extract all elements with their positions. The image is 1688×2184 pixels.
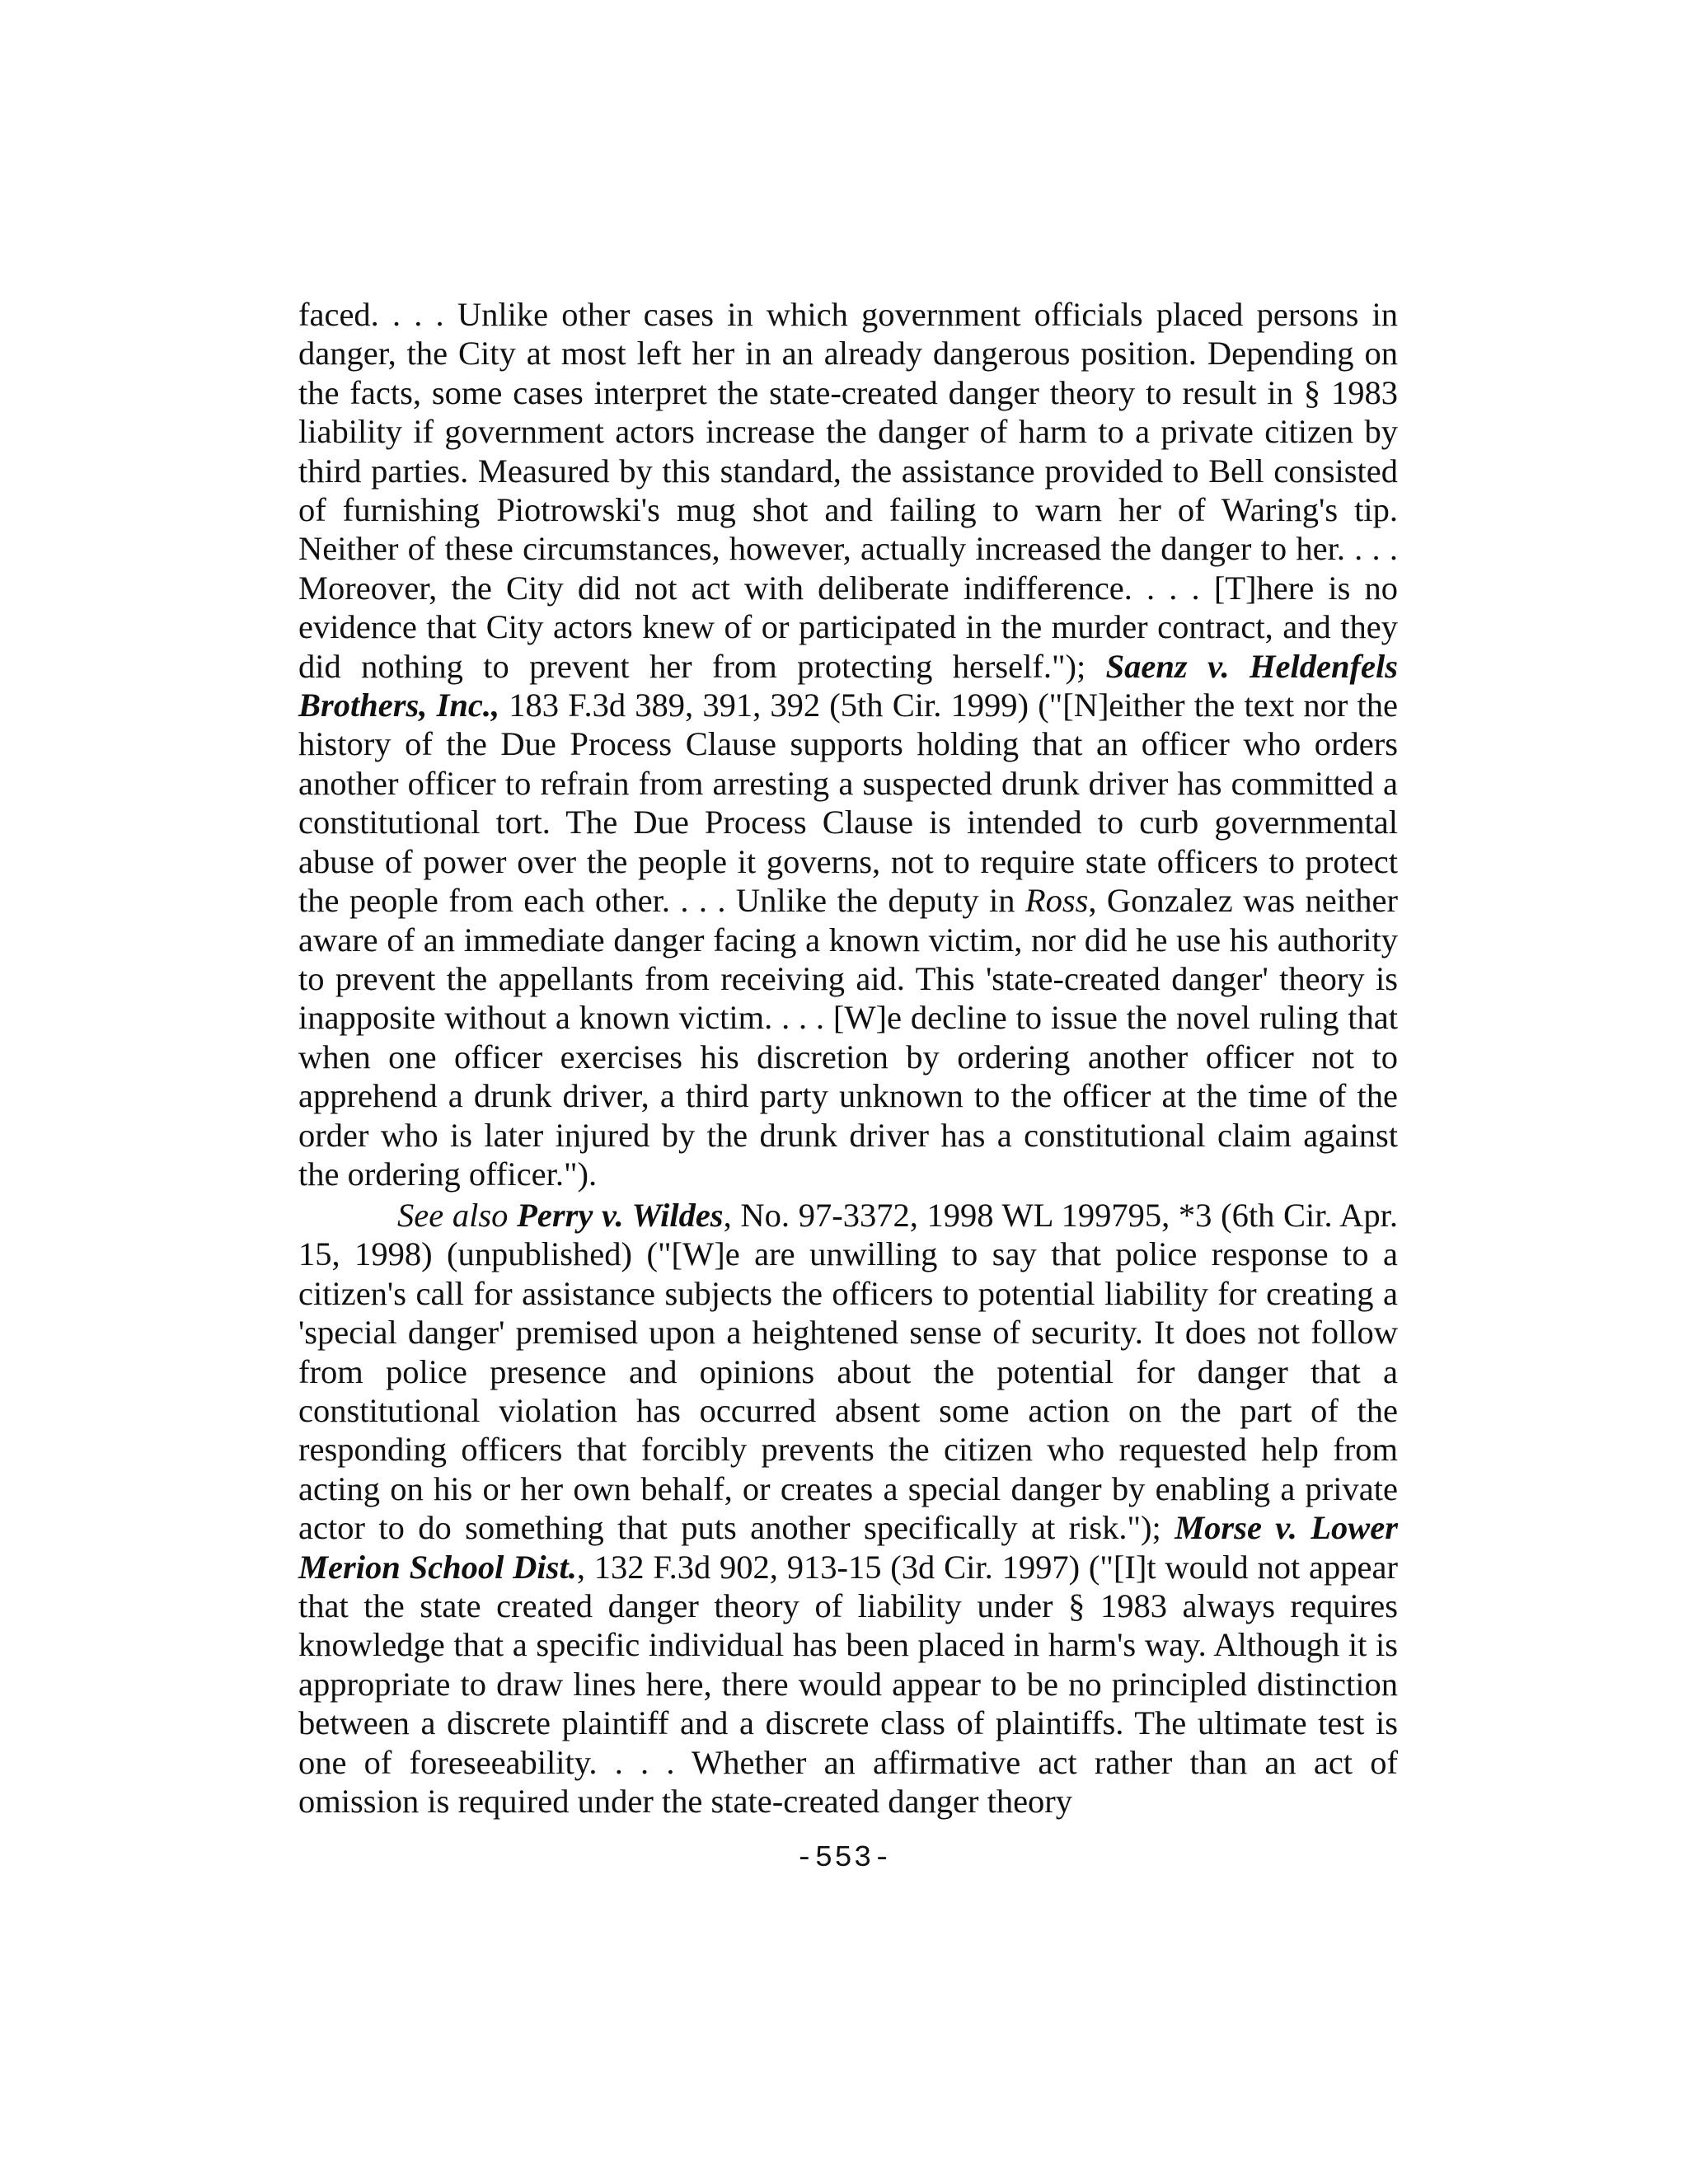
paragraph-1-text-1: faced. . . . Unlike other cases in which government officials placed persons in danger, the City at most left her in an already dangerous position. Depending on the facts, some cases interpret the state-created danger theory to result in § 1983 liability if government actors increase the danger of harm to a private citizen by third parties. Measured by this standard, the assistance provided to Bell consisted of furnishing Piotrowski's mug shot and failing to warn her of Waring's tip. Neither of these circumstances, however, actually increased the danger to her. . . . Moreover, the City did not act with deliberate indifference. . . . [T]here is no evidence that City actors knew of or participated in the murder contract, and they did nothing to prevent her from protecting herself.");	[298, 296, 1398, 685]
case-citation-saenz: Saenz v. Heldenfels Brothers, Inc.,	[298, 647, 1398, 724]
case-citation-morse: Morse v. Lower Merion School Dist.	[298, 1509, 1398, 1586]
paragraph-2-text-1: , No. 97-3372, 1998 WL 199795, *3 (6th Cir. Apr. 15, 1998) (unpublished) ("[W]e are unwilling to say that police response to a citizen's call for assistance subjects the officers to potential liability for creating a 'special danger' premised upon a heightened sense of security. It does not follow from police presence and opinions about the potential for danger that a constitutional violation has occurred absent some action on the part of the responding officers that forcibly prevents the citizen who requested help from acting on his or her own behalf, or creates a special danger by enabling a private actor to do something that puts another specifically at risk.");	[298, 1197, 1399, 1547]
case-reference-ross: Ross	[1025, 882, 1089, 920]
case-citation-perry: Perry v. Wildes	[517, 1197, 724, 1234]
paragraph-2	[298, 1196, 1398, 1821]
paragraph-2-text-2: , 132 F.3d 902, 913-15 (3d Cir. 1997) ("[I]t would not appear that the state created danger theory of liability under § 1983 always requires knowledge that a specific individual has been placed in harm's way. Although it is appropriate to draw lines here, there would appear to be no principled distinction between a discrete plaintiff and a discrete class of plaintiffs. The ultimate test is one of foreseeability. . . . Whether an affirmative act rather than an act of omission is required under the state-created danger theory	[298, 1548, 1398, 1821]
paragraph-1-text-3: , Gonzalez was neither aware of an immediate danger facing a known victim, nor did he use his authority to prevent the appellants from receiving aid. This 'state-created danger' theory is inapposite without a known victim. . . . [W]e decline to issue the novel ruling that when one officer exercises his discretion by ordering another officer not to apprehend a drunk driver, a third party unknown to the officer at the time of the order who is later injured by the drunk driver has a constitutional claim against the ordering officer.").	[298, 882, 1398, 1193]
signal-see-also: See also	[397, 1197, 509, 1234]
paragraph-1	[298, 295, 1398, 1193]
page-number: -553-	[795, 1841, 893, 1875]
paragraph-1-text-2: 183 F.3d 389, 391, 392 (5th Cir. 1999) ("[N]either the text nor the history of the Due Process Clause supports holding that an officer who orders another officer to refrain from arresting a suspected drunk driver has committed a constitutional tort. The Due Process Clause is intended to curb governmental abuse of power over the people it governs, not to require state officers to protect the people from each other. . . . Unlike the deputy in	[298, 687, 1398, 920]
